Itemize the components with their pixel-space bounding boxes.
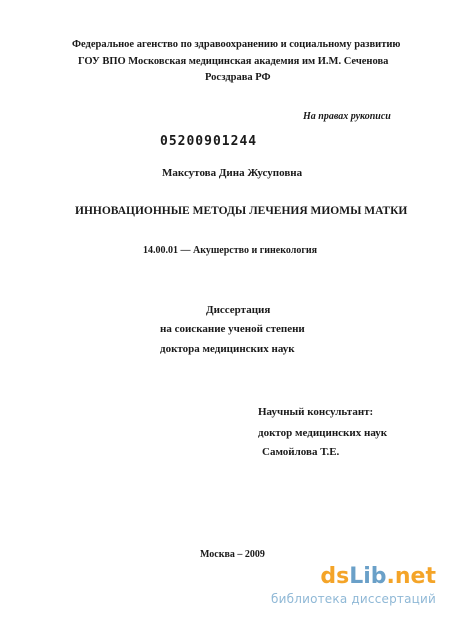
degree-line-2: на соискание ученой степени (160, 323, 305, 335)
document-code: 05200901244 (160, 134, 258, 149)
rights-note: На правах рукописи (303, 111, 391, 122)
organization-line-2: ГОУ ВПО Московская медицинская академия им И.М. Сеченова (78, 56, 389, 67)
dslib-watermark (246, 566, 436, 606)
dissertation-title: ИННОВАЦИОННЫЕ МЕТОДЫ ЛЕЧЕНИЯ МИОМЫ МАТКИ (75, 205, 408, 217)
supervisor-degree: доктор медицинских наук (258, 427, 388, 439)
author-name: Максутова Дина Жусуповна (162, 167, 303, 179)
degree-line-3: доктора медицинских наук (160, 343, 295, 355)
supervisor-name: Самойлова Т.Е. (262, 446, 340, 458)
logo-lib: Lib (349, 564, 387, 589)
city-year: Москва – 2009 (200, 549, 265, 560)
dslib-logo (246, 566, 436, 588)
logo-net: .net (386, 564, 436, 589)
specialty-code: 14.00.01 — Акушерство и гинекология (143, 245, 318, 256)
degree-line-1: Диссертация (206, 304, 271, 316)
watermark-subtitle: библиотека диссертаций (271, 592, 436, 606)
organization-line-3: Росздрава РФ (205, 72, 271, 83)
supervisor-label: Научный консультант: (258, 406, 374, 418)
logo-ds: ds (320, 564, 350, 589)
organization-line-1: Федеральное агенство по здравоохранению и социальному развитию (72, 39, 401, 50)
